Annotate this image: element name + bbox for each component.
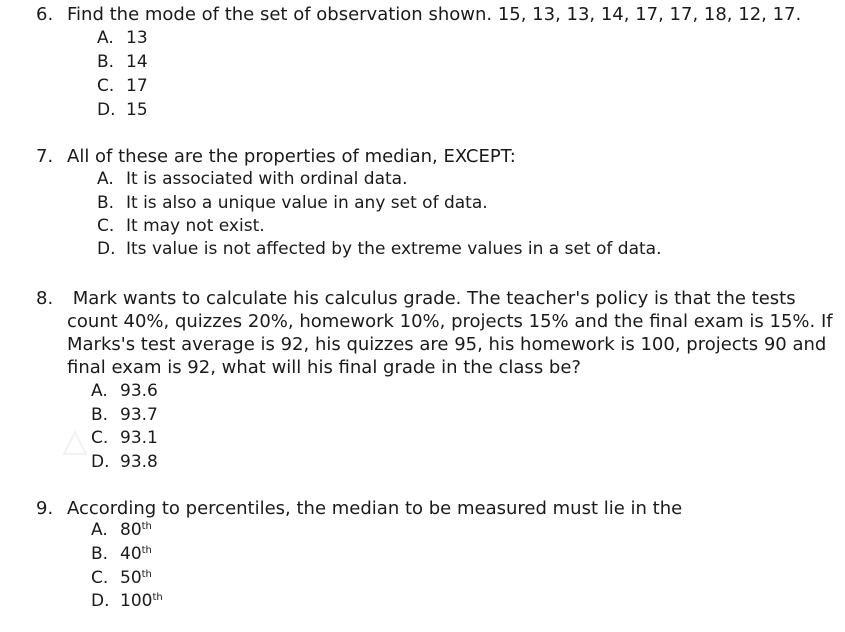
option-text: 14 (126, 52, 148, 72)
option-c (97, 75, 148, 98)
option-d (97, 99, 148, 122)
option-text: 93.7 (120, 405, 158, 425)
option-b (91, 543, 152, 566)
option-text: 17 (126, 76, 148, 96)
option-letter: A. (91, 381, 108, 401)
question-line: Marks's test average is 92, his quizzes are 95, his homework is 100, projects 90 and (67, 334, 827, 355)
option-text: 40 (120, 544, 142, 564)
option-d (91, 451, 158, 474)
option-b (97, 51, 148, 74)
question-text (67, 3, 827, 26)
question-text (67, 287, 833, 379)
question-text (67, 497, 827, 520)
option-letter: B. (97, 52, 115, 72)
question-line: count 40%, quizzes 20%, homework 10%, projects 15% and the final exam is 15%. If (67, 311, 833, 332)
option-text: 93.8 (120, 452, 158, 472)
option-text: 93.1 (120, 428, 158, 448)
option-letter: C. (91, 568, 109, 588)
option-c (91, 427, 158, 450)
option-text: It is also a unique value in any set of data. (126, 193, 488, 213)
question-line: Find the mode of the set of observation shown. 15, 13, 13, 14, 17, 17, 18, 12, 17. (67, 4, 802, 25)
option-superscript: th (141, 569, 152, 580)
option-letter: D. (97, 239, 116, 259)
option-b (91, 404, 158, 427)
question-line: final exam is 92, what will his final grade in the class be? (67, 357, 581, 378)
option-text: 13 (126, 28, 148, 48)
option-superscript: th (141, 545, 152, 556)
question-text (67, 145, 827, 168)
option-letter: A. (97, 28, 114, 48)
option-letter: C. (97, 216, 115, 236)
option-a (97, 168, 408, 191)
option-superscript: th (141, 521, 152, 532)
option-letter: A. (97, 169, 114, 189)
question-number: 9. (36, 498, 54, 519)
option-text: It may not exist. (126, 216, 265, 236)
question-number: 7. (36, 146, 54, 167)
question-number: 6. (36, 4, 54, 25)
option-letter: A. (91, 520, 108, 540)
option-letter: B. (91, 405, 109, 425)
option-letter: D. (91, 591, 110, 611)
option-letter: D. (91, 452, 110, 472)
option-text: It is associated with ordinal data. (126, 169, 408, 189)
option-a (91, 380, 158, 403)
option-d (91, 590, 163, 613)
question-number: 8. (36, 288, 54, 309)
option-letter: D. (97, 100, 116, 120)
watermark-triangle-icon (62, 430, 88, 456)
option-letter: B. (97, 193, 115, 213)
option-text: 80 (120, 520, 142, 540)
option-text: 50 (120, 568, 142, 588)
question-line: Mark wants to calculate his calculus grade. The teacher's policy is that the tests (67, 288, 796, 309)
option-letter: C. (91, 428, 109, 448)
option-text: 15 (126, 100, 148, 120)
question-line: All of these are the properties of median, EXCEPT: (67, 146, 516, 167)
option-d (97, 238, 662, 261)
option-a (97, 27, 148, 50)
option-a (91, 519, 152, 542)
option-superscript: th (152, 592, 163, 603)
option-b (97, 192, 488, 215)
option-c (91, 567, 152, 590)
option-letter: C. (97, 76, 115, 96)
option-letter: B. (91, 544, 109, 564)
option-text: 93.6 (120, 381, 158, 401)
option-text: Its value is not affected by the extreme values in a set of data. (126, 239, 662, 259)
option-c (97, 215, 265, 238)
question-line: According to percentiles, the median to be measured must lie in the (67, 498, 683, 519)
option-text: 100 (120, 591, 153, 611)
